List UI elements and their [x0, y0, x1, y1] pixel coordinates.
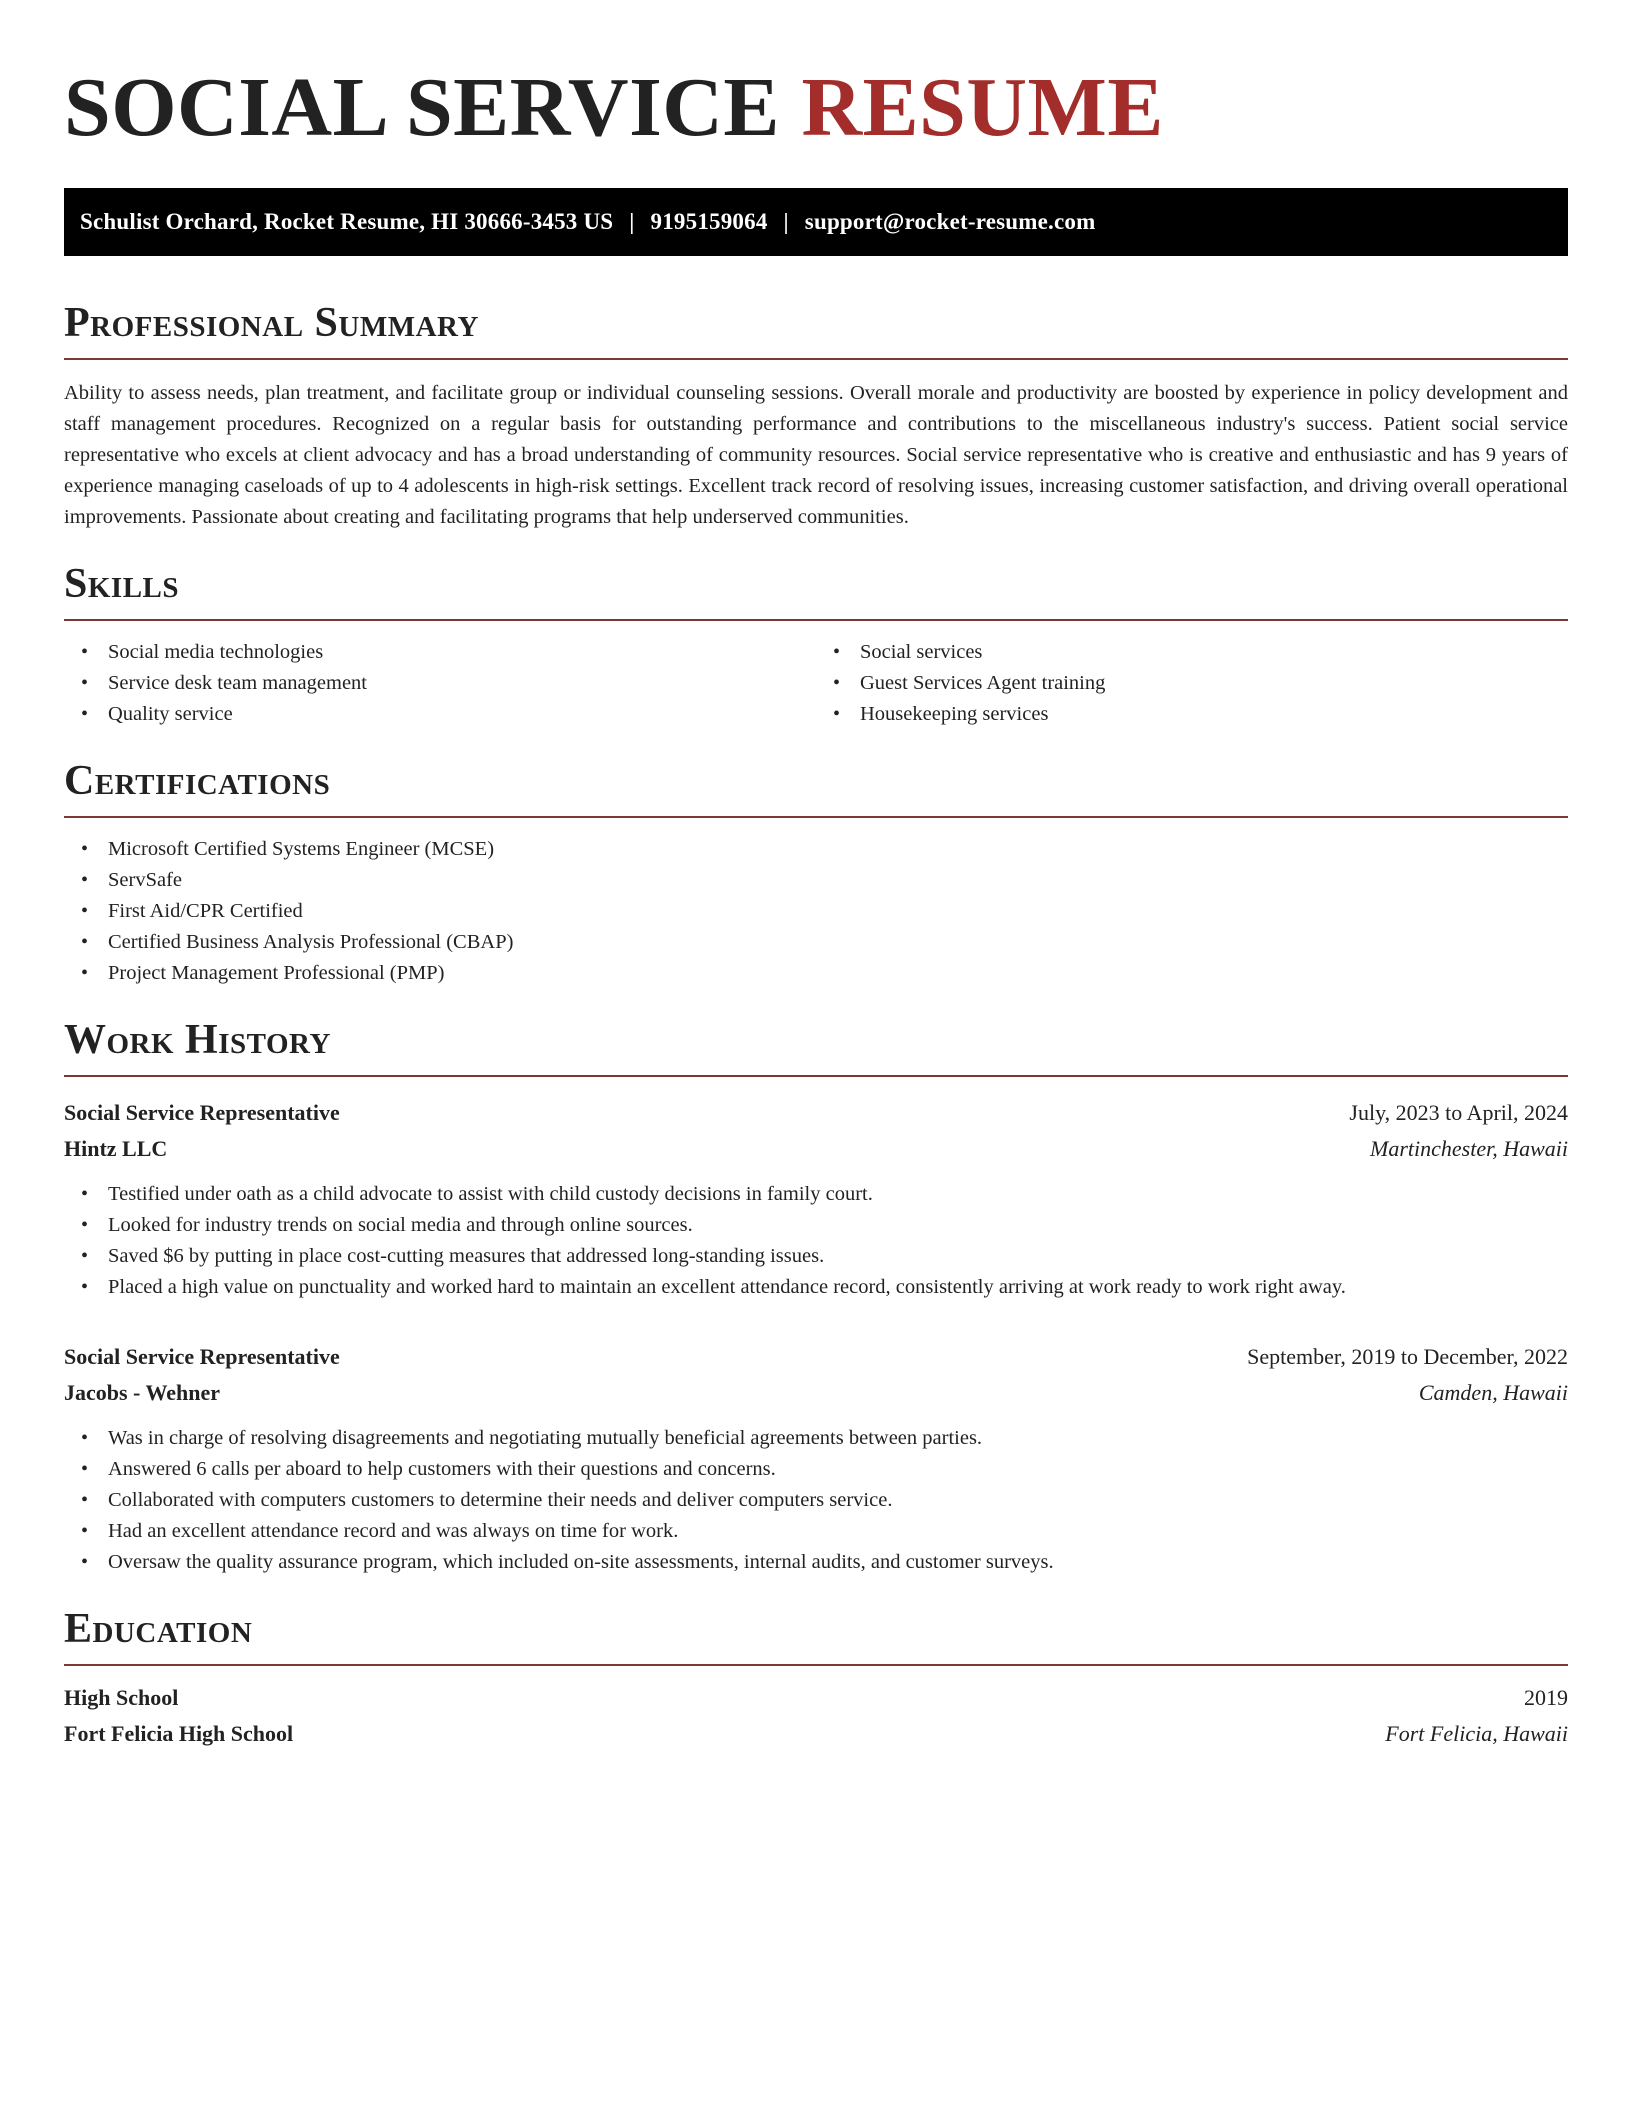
contact-email: support@rocket-resume.com — [804, 209, 1096, 234]
skills-heading: Skills — [64, 561, 180, 607]
section-divider — [64, 1664, 1568, 1666]
job-duty: • Looked for industry trends on social media and through online sources. — [64, 1210, 1568, 1241]
education-location: Fort Felicia, Hawaii — [1385, 1721, 1568, 1746]
job-location: Camden, Hawaii — [1418, 1380, 1568, 1405]
job-company-row — [64, 1375, 1568, 1411]
job-company: Jacobs - Wehner — [64, 1380, 221, 1405]
skills-list-left — [64, 637, 816, 730]
job-duty: • Had an excellent attendance record and was always on time for work. — [64, 1516, 1568, 1547]
job-duties-list — [64, 1423, 1568, 1578]
education-school-row — [64, 1716, 1568, 1752]
job-company-row — [64, 1131, 1568, 1167]
job-duty: • Placed a high value on punctuality and worked hard to maintain an excellent attendance record, consistently arriving at work ready to work right away. — [64, 1272, 1568, 1303]
job-duty: • Saved $6 by putting in place cost-cutting measures that addressed long-standing issues. — [64, 1241, 1568, 1272]
skill-item: • Social services — [816, 637, 1568, 668]
work-history-section — [64, 1019, 1568, 1578]
summary-section — [64, 302, 1568, 533]
resume-title — [64, 61, 1568, 154]
job-duty: • Answered 6 calls per aboard to help customers with their questions and concerns. — [64, 1454, 1568, 1485]
skill-item: • Guest Services Agent training — [816, 668, 1568, 699]
section-divider — [64, 619, 1568, 621]
section-divider — [64, 1075, 1568, 1077]
work-history-heading: Work History — [64, 1017, 331, 1063]
job-dates: July, 2023 to April, 2024 — [1349, 1100, 1568, 1125]
skills-list-right — [816, 637, 1568, 730]
title-accent: RESUME — [801, 61, 1164, 154]
job-header-row — [64, 1339, 1568, 1375]
education-school: Fort Felicia High School — [64, 1721, 294, 1746]
education-section — [64, 1608, 1568, 1752]
contact-bar — [64, 188, 1568, 256]
job-header-row — [64, 1095, 1568, 1131]
certification-item: • Certified Business Analysis Professional (CBAP) — [64, 927, 1568, 958]
job-title: Social Service Representative — [64, 1100, 340, 1125]
job-duty: • Was in charge of resolving disagreements and negotiating mutually beneficial agreements between parties. — [64, 1423, 1568, 1454]
certification-item: • Microsoft Certified Systems Engineer (MCSE) — [64, 834, 1568, 865]
section-divider — [64, 816, 1568, 818]
education-entry — [64, 1680, 1568, 1752]
skill-item: • Social media technologies — [64, 637, 816, 668]
skill-item: • Quality service — [64, 699, 816, 730]
education-row — [64, 1680, 1568, 1716]
skills-section — [64, 563, 1568, 730]
job-company: Hintz LLC — [64, 1136, 168, 1161]
certifications-section — [64, 760, 1568, 989]
skill-item: • Housekeeping services — [816, 699, 1568, 730]
title-main: SOCIAL SERVICE — [64, 61, 780, 154]
job-title: Social Service Representative — [64, 1344, 340, 1369]
contact-address: Schulist Orchard, Rocket Resume, HI 30666-3453 US — [80, 209, 614, 234]
certification-item: • First Aid/CPR Certified — [64, 896, 1568, 927]
contact-separator: | — [783, 209, 789, 234]
job-duties-list — [64, 1179, 1568, 1303]
education-heading: Education — [64, 1606, 253, 1652]
skill-item: • Service desk team management — [64, 668, 816, 699]
education-degree: High School — [64, 1685, 179, 1710]
job-dates: September, 2019 to December, 2022 — [1247, 1344, 1568, 1369]
contact-separator: | — [629, 209, 635, 234]
certification-item: • ServSafe — [64, 865, 1568, 896]
job-duty: • Collaborated with computers customers to determine their needs and deliver computers service. — [64, 1485, 1568, 1516]
job-entry — [64, 1339, 1568, 1578]
education-year: 2019 — [1524, 1685, 1568, 1710]
job-location: Martinchester, Hawaii — [1370, 1136, 1568, 1161]
certifications-heading: Certifications — [64, 758, 331, 804]
contact-phone: 9195159064 — [650, 209, 768, 234]
summary-text: Ability to assess needs, plan treatment, and facilitate group or individual counseling sessions. Overall morale and productivity are boosted by experience in policy development and staff management procedures. Recognized on a regular basis for outstanding performance and contributions to the miscellaneous industry's success. Patient social service representative who excels at client advocacy and has a broad understanding of community resources. Social service representative who is creative and enthusiastic and has 9 years of experience managing caseloads of up to 4 adolescents in high-risk settings. Excellent track record of resolving issues, increasing customer satisfaction, and driving overall operational improvements. Passionate about creating and facilitating programs that help underserved communities. — [64, 382, 1568, 528]
job-duty: • Oversaw the quality assurance program, which included on-site assessments, internal audits, and customer surveys. — [64, 1547, 1568, 1578]
certifications-list — [64, 834, 1568, 989]
job-duty: • Testified under oath as a child advocate to assist with child custody decisions in family court. — [64, 1179, 1568, 1210]
skills-grid — [64, 637, 1568, 730]
section-divider — [64, 358, 1568, 360]
summary-heading: Professional Summary — [64, 300, 479, 346]
job-entry — [64, 1095, 1568, 1303]
certification-item: • Project Management Professional (PMP) — [64, 958, 1568, 989]
